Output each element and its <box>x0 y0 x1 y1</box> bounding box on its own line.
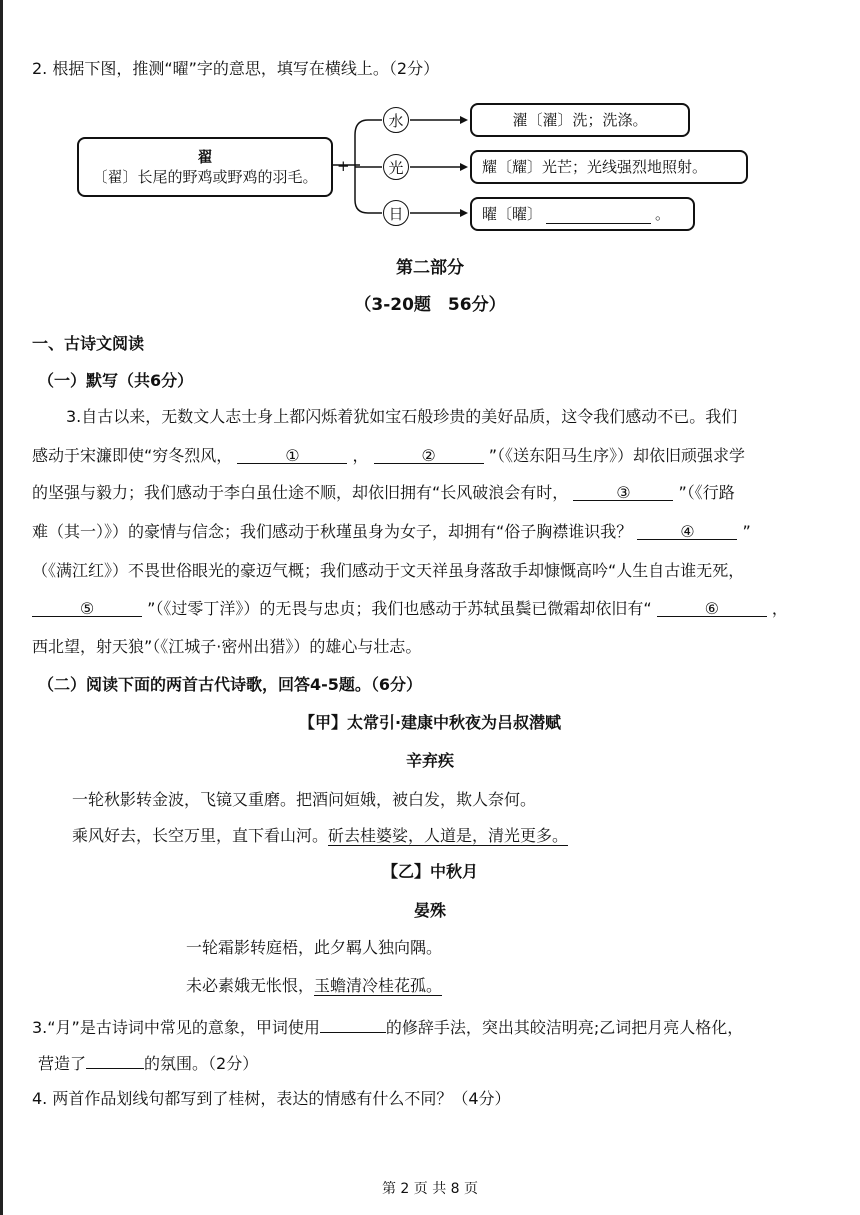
dictation-blank-4[interactable]: ④ <box>637 521 737 540</box>
poem-b-underlined-line: 玉蟾清冷桂花孤。 <box>314 976 443 995</box>
dictation-blank-3[interactable]: ③ <box>573 482 673 501</box>
result-yao-sun-suffix: 。 <box>655 205 671 223</box>
subsection-poems: （二）阅读下面的两首古代诗歌，回答4-5题。（6分） <box>38 675 423 694</box>
source-character-definition: 〔翟〕长尾的野鸡或野鸡的羽毛。 <box>92 168 318 186</box>
q3-line-3: 的坚强与毅力；我们感动于李白虽仕途不顺，却依旧拥有“长风破浪会有时， ③ ”（《行路 <box>32 483 735 502</box>
dictation-blank-2[interactable]: ② <box>374 445 484 464</box>
plus-sign: + <box>337 157 350 175</box>
result-yao-sun-prefix: 曜〔曜〕 <box>482 205 543 223</box>
radical-water: 水 <box>383 107 409 133</box>
q3b-line-2: 营造了 的氛围。（2分） <box>38 1050 258 1075</box>
result-box-yao <box>470 150 748 184</box>
dictation-blank-1[interactable]: ① <box>237 445 347 464</box>
poem-a-line-2: 乘风好去，长空万里，直下看山河。斫去桂婆娑，人道是，清光更多。 <box>72 826 569 845</box>
poem-b-title: 【乙】中秋月 <box>381 862 478 881</box>
poem-a-author: 辛弃疾 <box>405 751 454 770</box>
result-zhuo: 濯〔濯〕洗；洗涤。 <box>512 111 648 129</box>
question-2-prompt: 2. 根据下图，推测“曜”字的意思，填写在横线上。（2分） <box>32 59 440 78</box>
q3-line-4: 难（其一）》）的豪情与信念；我们感动于秋瑾虽身为女子，却拥有“俗子胸襟谁识我？ ④ ” <box>32 522 751 541</box>
q3-line-7: 西北望，射天狼”（《江城子·密州出猎》）的雄心与壮志。 <box>32 637 422 656</box>
answer-blank-rhetoric[interactable] <box>320 1014 386 1033</box>
poem-b-author: 晏殊 <box>413 901 446 920</box>
result-box-yao-sun <box>470 197 695 231</box>
source-character: 翟 <box>197 148 213 166</box>
question-4: 4. 两首作品划线句都写到了桂树，表达的情感有什么不同？（4分） <box>32 1089 511 1108</box>
q3-line-5: （《满江红》）不畏世俗眼光的豪迈气概；我们感动于文天祥虽身落敌手却慷慨高吟“人生自古谁无死， <box>32 561 745 580</box>
poem-b-line-2: 未必素娥无怅恨，玉蟾清冷桂花孤。 <box>186 976 443 995</box>
page-footer: 第 2 页 共 8 页 <box>381 1181 479 1197</box>
q3-line-6: ⑤ ”（《过零丁洋》）的无畏与忠贞；我们也感动于苏轼虽鬓已微霜却依旧有“ ⑥ ， <box>32 598 788 620</box>
source-character-box <box>77 137 333 197</box>
section-heading: 一、古诗文阅读 <box>32 334 145 353</box>
part-subtitle: （3-20题 56分） <box>354 295 506 315</box>
q3-line-1: 3.自古以来，无数文人志士身上都闪烁着犹如宝石般珍贵的美好品质，这令我们感动不已。我们 <box>66 407 738 426</box>
poem-a-line-1: 一轮秋影转金波，飞镜又重磨。把酒问姮娥，被白发，欺人奈何。 <box>72 790 537 809</box>
dictation-blank-5[interactable]: ⑤ <box>32 598 142 617</box>
radical-light: 光 <box>383 154 409 180</box>
poem-a-underlined-line: 斫去桂婆娑，人道是，清光更多。 <box>328 826 569 845</box>
q3b-line-1: 3.“月”是古诗词中常见的意象，甲词使用 的修辞手法，突出其皎洁明亮;乙词把月亮人格化， <box>32 1014 743 1039</box>
part-title: 第二部分 <box>396 258 464 278</box>
dictation-blank-6[interactable]: ⑥ <box>657 598 767 617</box>
answer-blank-atmosphere[interactable] <box>86 1050 144 1069</box>
poem-a-title: 【甲】太常引·建康中秋夜为吕叔潜赋 <box>298 713 562 732</box>
radical-sun: 日 <box>383 200 409 226</box>
result-yao: 耀〔耀〕光芒；光线强烈地照射。 <box>482 158 708 176</box>
q3-line-2: 感动于宋濂即使“穷冬烈风， ① ， ② ”（《送东阳马生序》）却依旧顽强求学 <box>32 446 745 465</box>
subsection-dictation: （一）默写（共6分） <box>38 371 194 390</box>
radical-diagram-connectors <box>0 0 860 260</box>
answer-blank-yao[interactable] <box>546 205 651 224</box>
poem-b-line-1: 一轮霜影转庭梧，此夕羁人独向隅。 <box>186 938 443 957</box>
result-box-zhuo <box>470 103 690 137</box>
